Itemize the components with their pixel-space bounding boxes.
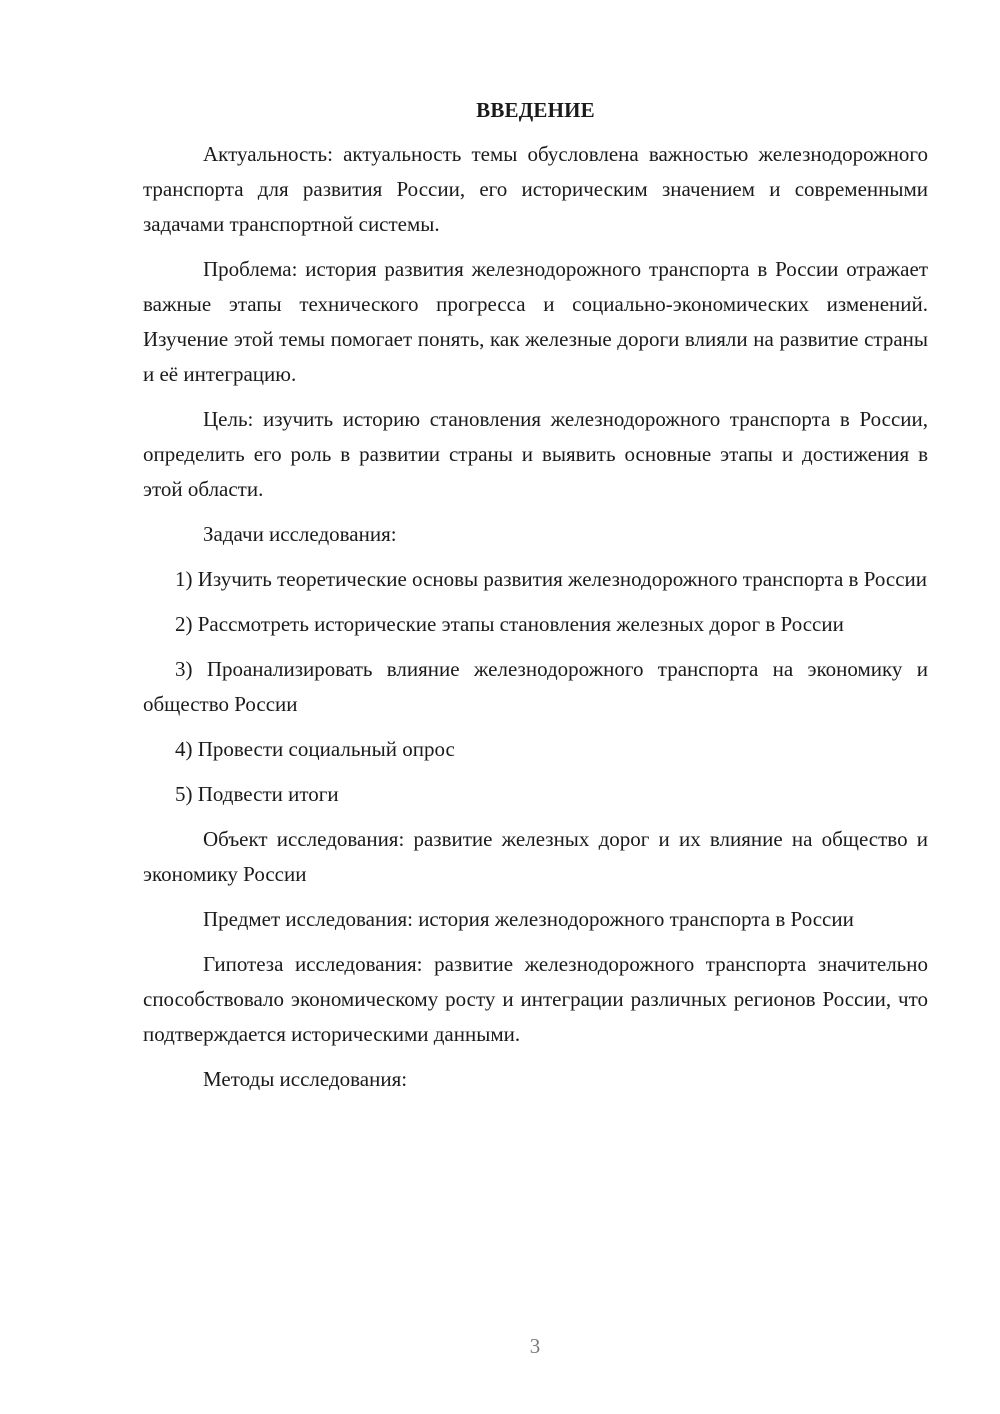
paragraph-tasks-intro: Задачи исследования: [203,522,397,546]
paragraph-goal: Цель: изучить историю становления железнодорожного транспорта в России, определить его роль в развитии страны и выявить основные этапы и достижения в этой области. [143,407,928,501]
page-number: 3 [529,1334,541,1358]
paragraph-hypothesis: Гипотеза исследования: развитие железнодорожного транспорта значительно способствовало экономическому росту и интеграции различных регионов России, что подтверждается историческими данными. [143,952,928,1046]
list-item: 5) Подвести итоги [175,782,339,806]
document-page [143,95,928,1107]
list-item: 3) Проанализировать влияние железнодорожного транспорта на экономику и общество России [143,657,928,716]
section-heading: ВВЕДЕНИЕ [476,98,595,122]
paragraph-problem: Проблема: история развития железнодорожного транспорта в России отражает важные этапы технического прогресса и социально-экономических изменений. Изучение этой темы помогает понять, как железные дороги влияли на развитие страны и её интеграцию. [143,257,928,386]
list-item: 1) Изучить теоретические основы развития железнодорожного транспорта в России [175,567,928,591]
list-item: 2) Рассмотреть исторические этапы становления железных дорог в России [175,612,844,636]
paragraph-relevance: Актуальность: актуальность темы обусловлена важностью железнодорожного транспорта для развития России, его историческим значением и современными задачами транспортной системы. [143,142,928,236]
paragraph-object: Объект исследования: развитие железных дорог и их влияние на общество и экономику России [143,827,928,886]
paragraph-methods: Методы исследования: [203,1067,408,1091]
list-item: 4) Провести социальный опрос [175,737,455,761]
paragraph-subject: Предмет исследования: история железнодорожного транспорта в России [203,907,854,931]
